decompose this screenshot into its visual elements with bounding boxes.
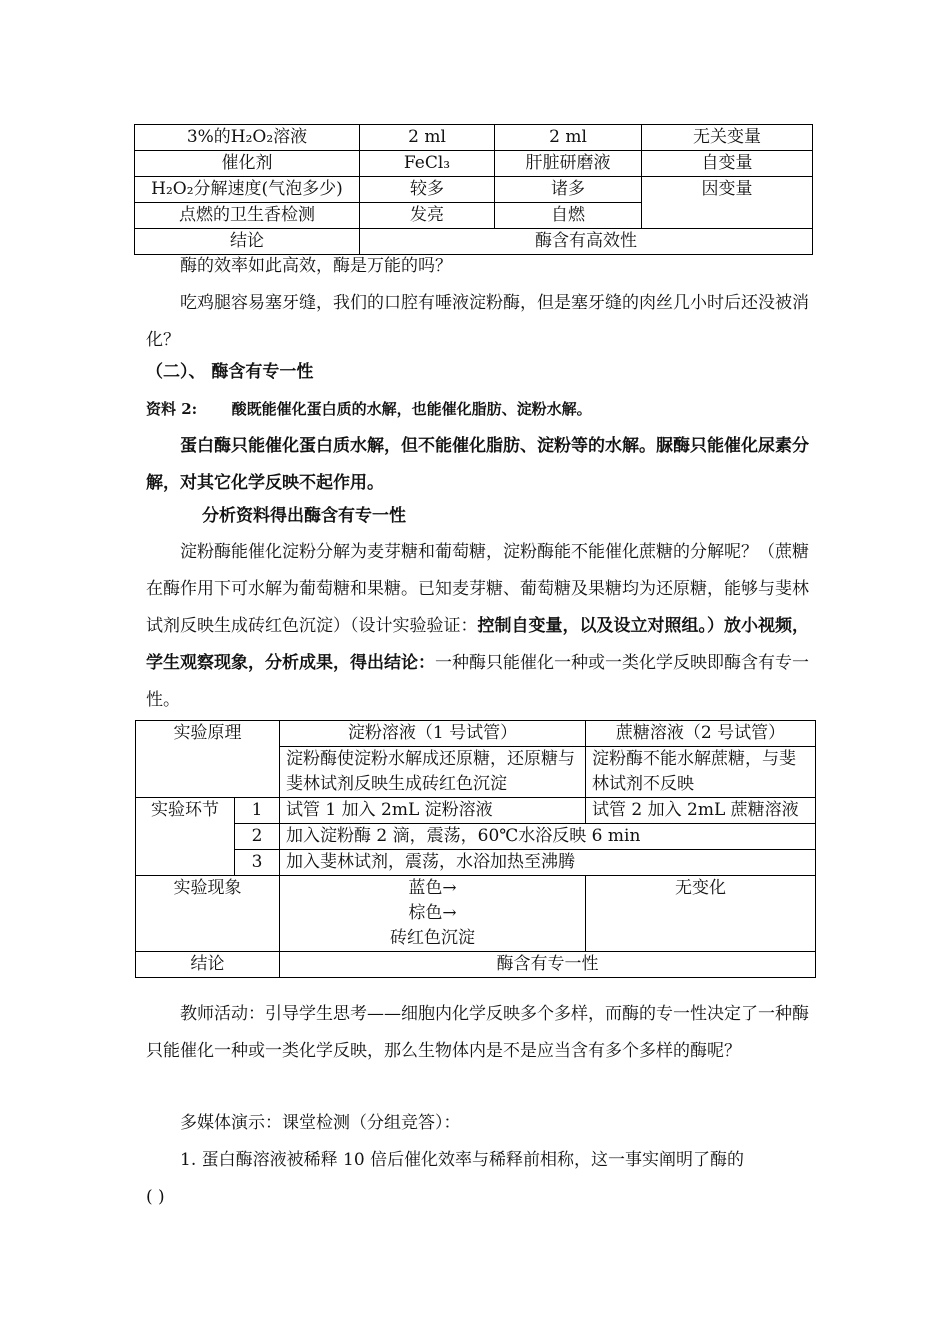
table-cell: 试管 2 加入 2mL 蔗糖溶液 [586,798,816,824]
table-cell: 肝脏研磨液 [495,151,642,177]
table-cell: FeCl₃ [360,151,495,177]
table-cell: 试管 1 加入 2mL 淀粉溶液 [280,798,586,824]
paragraph: 吃鸡腿容易塞牙缝，我们的口腔有唾液淀粉酶，但是塞牙缝的肉丝几小时后还没被消化？ [146,293,809,350]
paragraph: 酶的效率如此高效，酶是万能的吗？ [180,256,452,276]
table-row [136,850,816,876]
table-cell: 自燃 [495,203,642,229]
table-cell: 发亮 [360,203,495,229]
table-row [136,824,816,850]
table-cell: 实验原理 [136,721,280,798]
paragraph-text: 一种酶只能催化一种或一类化学反映即酶含有专一性。 [146,653,809,710]
table-cell: 因变量 [642,177,813,229]
table-cell: 酶含有专一性 [280,952,816,978]
table-cell: 诸多 [495,177,642,203]
table-cell: 蔗糖溶液（2 号试管） [586,721,816,747]
table-cell [280,876,586,952]
table-cell: 2 ml [495,125,642,151]
table-cell: 3%的H₂O₂溶液 [135,125,360,151]
paragraph: 多媒体演示：课堂检测（分组竞答）： [180,1113,461,1133]
table-cell: H₂O₂分解速度(气泡多少) [135,177,360,203]
table-cell: 加入淀粉酶 2 滴，震荡，60℃水浴反映 6 min [280,824,816,850]
enzyme-efficiency-table [134,124,813,255]
table-cell: 淀粉酶使淀粉水解成还原糖，还原糖与斐林试剂反映生成砖红色沉淀 [280,747,586,798]
phenomenon-line: 棕色→ [408,903,457,923]
enzyme-specificity-table [135,720,816,978]
table-row [136,721,816,747]
paragraph-text: 淀粉酶能催化淀粉分解为麦芽糖和葡萄糖，淀粉酶能不能催化蔗糖的分解呢？（蔗糖在酶作用下可水解为葡萄糖和果糖。已知麦芽糖、葡萄糖及果糖均为还原糖，能够与斐林试剂反映生成砖红色沉淀）（设计实验验证： [146,542,809,636]
table-cell: 3 [235,850,280,876]
material-label-text: 资料 2: [146,400,198,418]
table-cell: 较多 [360,177,495,203]
table-cell: 结论 [135,229,360,255]
material-label [146,396,592,422]
phenomenon-line: 蓝色→ [408,878,457,898]
table-row [136,798,816,824]
table-row [135,125,813,151]
paragraph-bold-text: 控制自变量，以及设立对照组。）放小视频，学生观察现象，分析成果，得出结论： [146,616,809,673]
table-row [136,876,816,952]
table-cell: 淀粉溶液（1 号试管） [280,721,586,747]
table-cell: 酶含有高效性 [360,229,813,255]
table-cell: 淀粉酶不能水解蔗糖，与斐林试剂不反映 [586,747,816,798]
paragraph [146,534,810,719]
table-cell: 实验现象 [136,876,280,952]
phenomenon-line: 砖红色沉淀 [390,928,475,948]
material-text: 酸既能催化蛋白质的水解，也能催化脂肪、淀粉水解。 [231,400,592,418]
question: 1. 蛋白酶溶液被稀释 10 倍后催化效率与稀释前相称，这一事实阐明了酶的 [180,1150,745,1170]
table-cell: 催化剂 [135,151,360,177]
table-row [135,151,813,177]
table-cell: 自变量 [642,151,813,177]
table-cell: 结论 [136,952,280,978]
table-cell: 加入斐林试剂，震荡，水浴加热至沸腾 [280,850,816,876]
table-cell: 2 ml [360,125,495,151]
table-cell: 2 [235,824,280,850]
table-cell: 1 [235,798,280,824]
section-heading: （二）、 酶含有专一性 [146,362,314,382]
table-row [135,177,813,203]
bold-paragraph: 蛋白酶只能催化蛋白质水解，但不能催化脂肪、淀粉等的水解。脲酶只能催化尿素分解，对其它化学反映不起作用。 [146,436,809,493]
table-cell: 无变化 [586,876,816,952]
table-cell: 点燃的卫生香检测 [135,203,360,229]
table-row [136,952,816,978]
analysis-heading: 分析资料得出酶含有专一性 [202,506,406,526]
table-cell: 实验环节 [136,798,235,876]
answer-blank: ( ) [146,1187,165,1207]
paragraph: 教师活动：引导学生思考——细胞内化学反映多个多样，而酶的专一性决定了一种酶只能催化一种或一类化学反映，那么生物体内是不是应当含有多个多样的酶呢？ [146,1004,809,1061]
table-cell: 无关变量 [642,125,813,151]
